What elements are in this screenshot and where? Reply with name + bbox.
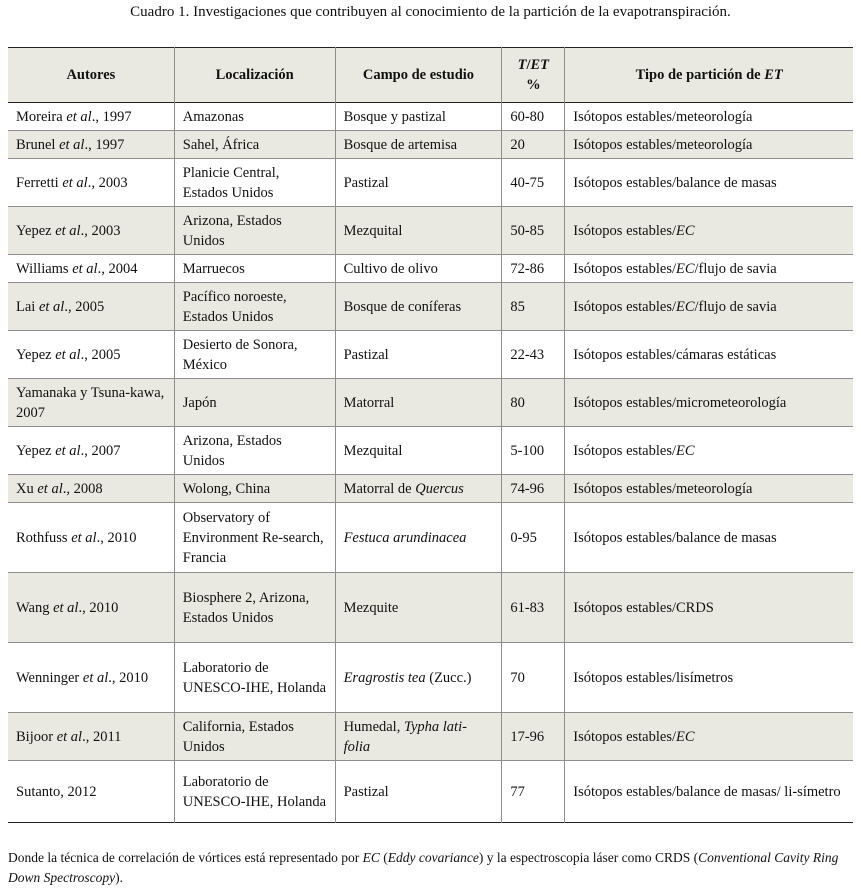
cell-te: 20 xyxy=(502,131,565,159)
cell-campo: Mezquital xyxy=(335,427,502,475)
cell-autores: Yepez et al., 2007 xyxy=(8,427,174,475)
cell-tipo: Isótopos estables/meteorología xyxy=(565,131,853,159)
cell-autores: Yepez et al., 2003 xyxy=(8,207,174,255)
research-table xyxy=(8,47,853,823)
cell-localizacion: Marruecos xyxy=(174,255,335,283)
cell-campo: Pastizal xyxy=(335,331,502,379)
table-row xyxy=(8,475,853,503)
cell-tipo: Isótopos estables/EC xyxy=(565,427,853,475)
cell-localizacion: Pacífico noroeste, Estados Unidos xyxy=(174,283,335,331)
cell-autores: Lai et al., 2005 xyxy=(8,283,174,331)
table-row xyxy=(8,207,853,255)
table-row xyxy=(8,713,853,761)
cell-campo: Matorral de Quercus xyxy=(335,475,502,503)
cell-localizacion: Arizona, Estados Unidos xyxy=(174,427,335,475)
cell-te: 74-96 xyxy=(502,475,565,503)
table-caption: Cuadro 1. Investigaciones que contribuyen al conocimiento de la partición de la evapotranspiración. xyxy=(130,4,731,20)
cell-autores: Brunel et al., 1997 xyxy=(8,131,174,159)
cell-localizacion: Wolong, China xyxy=(174,475,335,503)
table-header-row xyxy=(8,48,853,103)
cell-localizacion: California, Estados Unidos xyxy=(174,713,335,761)
cell-tipo: Isótopos estables/cámaras estáticas xyxy=(565,331,853,379)
cell-autores: Bijoor et al., 2011 xyxy=(8,713,174,761)
cell-localizacion: Laboratorio de UNESCO-IHE, Holanda xyxy=(174,643,335,713)
table-row xyxy=(8,379,853,427)
cell-localizacion: Laboratorio de UNESCO-IHE, Holanda xyxy=(174,761,335,823)
cell-te: 61-83 xyxy=(502,573,565,643)
table-row xyxy=(8,503,853,573)
cell-localizacion: Arizona, Estados Unidos xyxy=(174,207,335,255)
cell-campo: Pastizal xyxy=(335,761,502,823)
cell-localizacion: Japón xyxy=(174,379,335,427)
cell-tipo: Isótopos estables/balance de masas xyxy=(565,503,853,573)
cell-te: 77 xyxy=(502,761,565,823)
cell-localizacion: Planicie Central, Estados Unidos xyxy=(174,159,335,207)
table-row xyxy=(8,159,853,207)
cell-tipo: Isótopos estables/EC/flujo de savia xyxy=(565,283,853,331)
cell-campo: Bosque y pastizal xyxy=(335,103,502,131)
cell-te: 85 xyxy=(502,283,565,331)
cell-te: 22-43 xyxy=(502,331,565,379)
cell-te: 80 xyxy=(502,379,565,427)
cell-tipo: Isótopos estables/balance de masas/ li-símetro xyxy=(565,761,853,823)
cell-autores: Yepez et al., 2005 xyxy=(8,331,174,379)
cell-te: 5-100 xyxy=(502,427,565,475)
cell-autores: Moreira et al., 1997 xyxy=(8,103,174,131)
table-row xyxy=(8,331,853,379)
cell-te: 72-86 xyxy=(502,255,565,283)
header-tipo: Tipo de partición de ET xyxy=(565,48,853,103)
cell-te: 40-75 xyxy=(502,159,565,207)
header-te: T/ET % xyxy=(502,48,565,103)
cell-tipo: Isótopos estables/micrometeorología xyxy=(565,379,853,427)
cell-te: 70 xyxy=(502,643,565,713)
header-campo: Campo de estudio xyxy=(335,48,502,103)
cell-te: 17-96 xyxy=(502,713,565,761)
cell-autores: Wang et al., 2010 xyxy=(8,573,174,643)
cell-campo: Mezquite xyxy=(335,573,502,643)
cell-autores: Yamanaka y Tsuna-kawa, 2007 xyxy=(8,379,174,427)
cell-autores: Xu et al., 2008 xyxy=(8,475,174,503)
cell-autores: Ferretti et al., 2003 xyxy=(8,159,174,207)
table-row xyxy=(8,573,853,643)
table-footnote: Donde la técnica de correlación de vórtices está representado por EC (Eddy covariance) y la espectroscopia láser como CRDS (Conventional Cavity Ring Down Spectroscopy). xyxy=(8,850,839,885)
cell-tipo: Isótopos estables/meteorología xyxy=(565,475,853,503)
cell-campo: Bosque de coníferas xyxy=(335,283,502,331)
cell-campo: Cultivo de olivo xyxy=(335,255,502,283)
cell-campo: Festuca arundinacea xyxy=(335,503,502,573)
table-row xyxy=(8,103,853,131)
table-row xyxy=(8,283,853,331)
header-localizacion: Localización xyxy=(174,48,335,103)
cell-tipo: Isótopos estables/EC/flujo de savia xyxy=(565,255,853,283)
cell-te: 0-95 xyxy=(502,503,565,573)
cell-campo: Pastizal xyxy=(335,159,502,207)
cell-tipo: Isótopos estables/EC xyxy=(565,713,853,761)
cell-campo: Matorral xyxy=(335,379,502,427)
cell-campo: Mezquital xyxy=(335,207,502,255)
cell-te: 60-80 xyxy=(502,103,565,131)
table-row xyxy=(8,427,853,475)
cell-tipo: Isótopos estables/lisímetros xyxy=(565,643,853,713)
cell-campo: Humedal, Typha lati-folia xyxy=(335,713,502,761)
cell-localizacion: Sahel, África xyxy=(174,131,335,159)
header-autores: Autores xyxy=(8,48,174,103)
cell-localizacion: Biosphere 2, Arizona, Estados Unidos xyxy=(174,573,335,643)
table-row xyxy=(8,761,853,823)
cell-autores: Wenninger et al., 2010 xyxy=(8,643,174,713)
cell-campo: Eragrostis tea (Zucc.) xyxy=(335,643,502,713)
cell-tipo: Isótopos estables/EC xyxy=(565,207,853,255)
cell-localizacion: Desierto de Sonora, México xyxy=(174,331,335,379)
cell-autores: Sutanto, 2012 xyxy=(8,761,174,823)
cell-tipo: Isótopos estables/CRDS xyxy=(565,573,853,643)
cell-autores: Rothfuss et al., 2010 xyxy=(8,503,174,573)
cell-autores: Williams et al., 2004 xyxy=(8,255,174,283)
cell-tipo: Isótopos estables/meteorología xyxy=(565,103,853,131)
cell-localizacion: Amazonas xyxy=(174,103,335,131)
cell-te: 50-85 xyxy=(502,207,565,255)
cell-tipo: Isótopos estables/balance de masas xyxy=(565,159,853,207)
table-row xyxy=(8,643,853,713)
cell-localizacion: Observatory of Environment Re-search, Francia xyxy=(174,503,335,573)
table-row xyxy=(8,131,853,159)
table-row xyxy=(8,255,853,283)
cell-campo: Bosque de artemisa xyxy=(335,131,502,159)
